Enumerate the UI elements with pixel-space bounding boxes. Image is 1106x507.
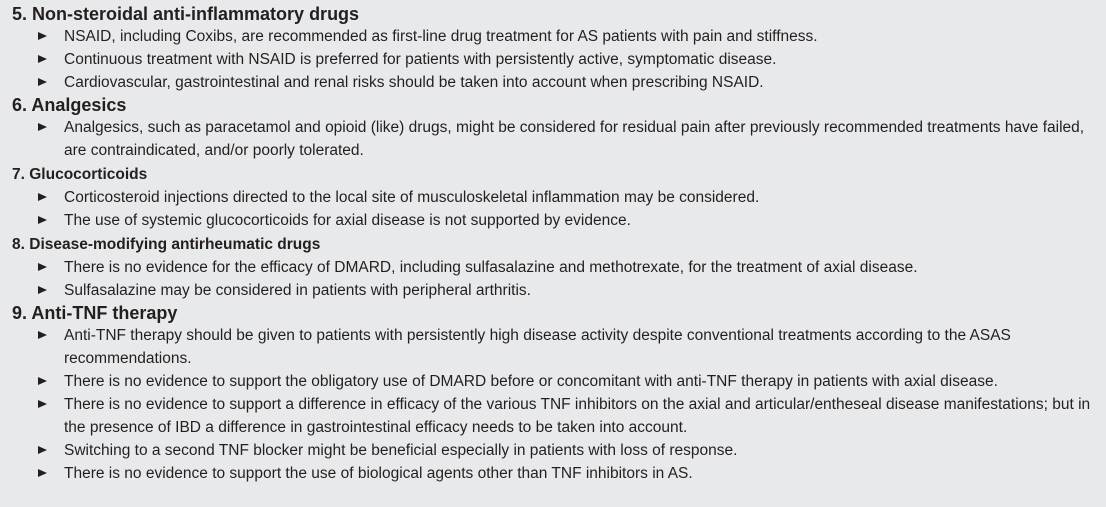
section-title: Glucocorticoids bbox=[29, 166, 148, 183]
section-number: 9. bbox=[12, 303, 28, 323]
section-heading bbox=[12, 94, 1106, 116]
triangle-bullet-icon bbox=[38, 393, 52, 416]
list-item-text: Switching to a second TNF blocker might be beneficial especially in patients with loss of response. bbox=[64, 442, 738, 459]
triangle-bullet-icon bbox=[38, 209, 52, 232]
section-dmard bbox=[12, 234, 1106, 302]
list-item bbox=[12, 25, 1106, 48]
list-item-text: Continuous treatment with NSAID is preferred for patients with persistently active, symptomatic disease. bbox=[64, 51, 777, 68]
triangle-bullet-icon bbox=[38, 324, 52, 347]
list-item bbox=[12, 116, 1106, 162]
list-item bbox=[12, 324, 1106, 370]
triangle-bullet-icon bbox=[38, 25, 52, 48]
list-item bbox=[12, 370, 1106, 393]
list-item-text: Sulfasalazine may be considered in patients with peripheral arthritis. bbox=[64, 282, 531, 299]
list-item-text: There is no evidence to support the obligatory use of DMARD before or concomitant with anti-TNF therapy in patients with axial disease. bbox=[64, 373, 998, 390]
list-item-text: Corticosteroid injections directed to the local site of musculoskeletal inflammation may be considered. bbox=[64, 189, 760, 206]
section-heading bbox=[12, 234, 1106, 256]
list-item bbox=[12, 186, 1106, 209]
list-item-text: NSAID, including Coxibs, are recommended as first-line drug treatment for AS patients with pain and stiffness. bbox=[64, 28, 818, 45]
section-number: 7. bbox=[12, 166, 25, 183]
bullet-list bbox=[12, 256, 1106, 302]
section-title: Non-steroidal anti-inflammatory drugs bbox=[32, 4, 360, 24]
list-item bbox=[12, 71, 1106, 94]
section-number: 5. bbox=[12, 4, 28, 24]
triangle-bullet-icon bbox=[38, 439, 52, 462]
bullet-list bbox=[12, 186, 1106, 232]
section-number: 6. bbox=[12, 95, 28, 115]
triangle-bullet-icon bbox=[38, 186, 52, 209]
section-nsaid bbox=[12, 3, 1106, 94]
triangle-bullet-icon bbox=[38, 462, 52, 485]
list-item-text: The use of systemic glucocorticoids for axial disease is not supported by evidence. bbox=[64, 212, 631, 229]
section-analgesics bbox=[12, 94, 1106, 162]
bullet-list bbox=[12, 324, 1106, 485]
section-title: Disease-modifying antirheumatic drugs bbox=[29, 236, 321, 253]
list-item-text: There is no evidence to support the use of biological agents other than TNF inhibitors in AS. bbox=[64, 465, 693, 482]
triangle-bullet-icon bbox=[38, 279, 52, 302]
list-item bbox=[12, 462, 1106, 485]
section-glucocorticoids bbox=[12, 164, 1106, 232]
list-item bbox=[12, 256, 1106, 279]
list-item bbox=[12, 393, 1106, 439]
bullet-list bbox=[12, 116, 1106, 162]
list-item bbox=[12, 209, 1106, 232]
section-anti-tnf bbox=[12, 302, 1106, 485]
triangle-bullet-icon bbox=[38, 71, 52, 94]
list-item-text: Anti-TNF therapy should be given to patients with persistently high disease activity despite conventional treatments according to the ASAS recommendations. bbox=[64, 327, 1011, 367]
triangle-bullet-icon bbox=[38, 370, 52, 393]
list-item-text: Analgesics, such as paracetamol and opioid (like) drugs, might be considered for residual pain after previously recommended treatments have failed, are contraindicated, and/or poorly tolerated. bbox=[64, 119, 1085, 159]
section-heading bbox=[12, 302, 1106, 324]
section-heading bbox=[12, 3, 1106, 25]
list-item-text: Cardiovascular, gastrointestinal and renal risks should be taken into account when prescribing NSAID. bbox=[64, 74, 764, 91]
triangle-bullet-icon bbox=[38, 116, 52, 139]
section-number: 8. bbox=[12, 236, 25, 253]
list-item bbox=[12, 279, 1106, 302]
triangle-bullet-icon bbox=[38, 48, 52, 71]
triangle-bullet-icon bbox=[38, 256, 52, 279]
section-heading bbox=[12, 164, 1106, 186]
list-item bbox=[12, 48, 1106, 71]
bullet-list bbox=[12, 25, 1106, 94]
section-title: Analgesics bbox=[31, 95, 127, 115]
section-title: Anti-TNF therapy bbox=[31, 303, 178, 323]
list-item bbox=[12, 439, 1106, 462]
list-item-text: There is no evidence to support a difference in efficacy of the various TNF inhibitors on the axial and articular/entheseal disease manifestations; but in the presence of IBD a difference in gastrointestinal efficacy needs to be taken into account. bbox=[64, 396, 1091, 436]
list-item-text: There is no evidence for the efficacy of DMARD, including sulfasalazine and methotrexate, for the treatment of axial disease. bbox=[64, 259, 918, 276]
